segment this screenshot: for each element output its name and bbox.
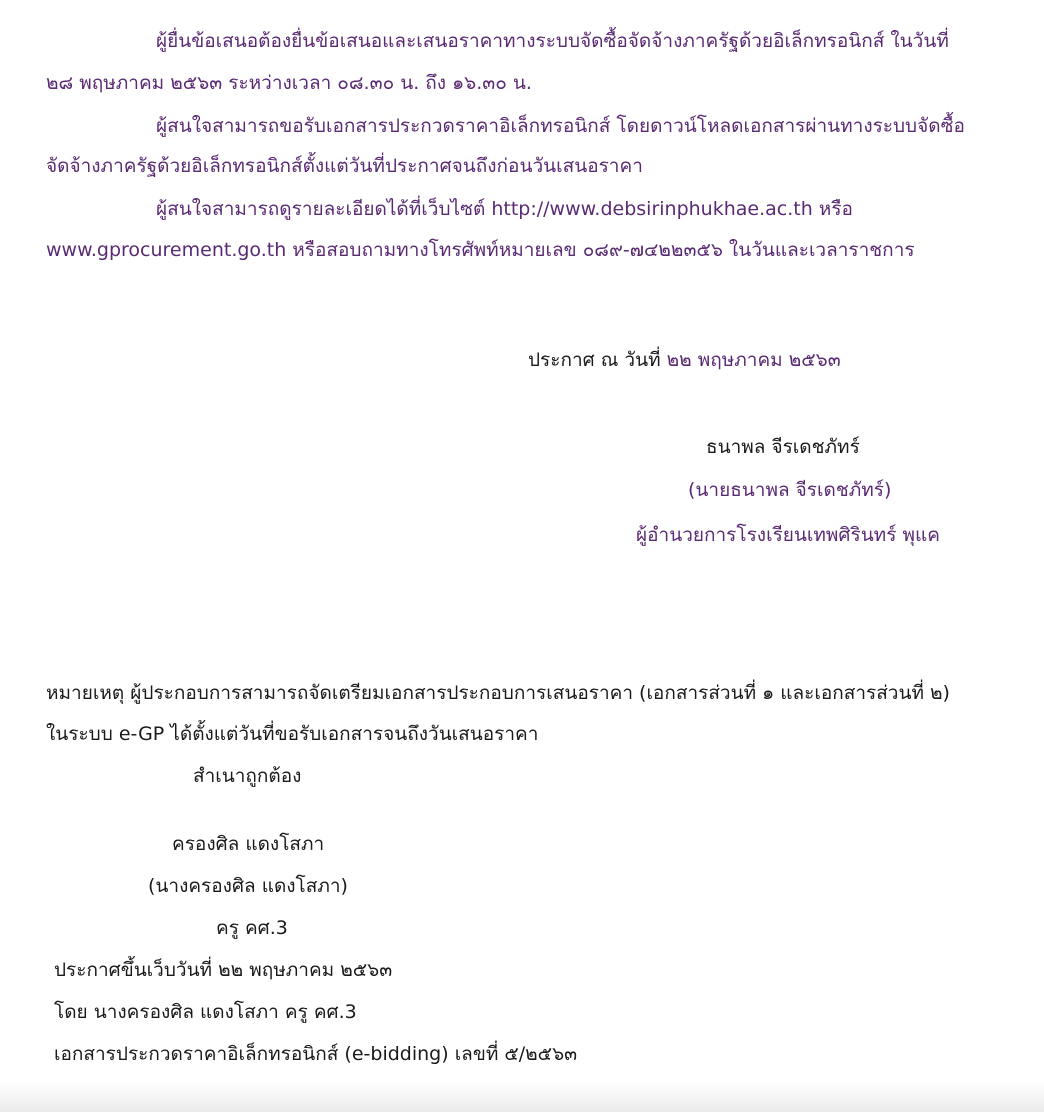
certified-label: สำเนาถูกต้อง <box>193 765 302 787</box>
paragraph-2-line-2: จัดจ้างภาครัฐด้วยอิเล็กทรอนิกส์ตั้งแต่วันที่ประกาศจนถึงก่อนวันเสนอราคา <box>46 155 643 177</box>
posting-date: ประกาศขึ้นเว็บวันที่ ๒๒ พฤษภาคม ๒๕๖๓ <box>54 959 393 981</box>
certified-signature: ครองศิล แดงโสภา <box>172 833 325 855</box>
posting-document: เอกสารประกวดราคาอิเล็กทรอนิกส์ (e-bidding) เลขที่ ๕/๒๕๖๓ <box>54 1043 578 1065</box>
certified-position: ครู คศ.3 <box>216 917 288 939</box>
posting-by: โดย นางครองศิล แดงโสภา ครู คศ.3 <box>54 1001 357 1023</box>
paragraph-1-line-1: ผู้ยื่นข้อเสนอต้องยื่นข้อเสนอและเสนอราคาทางระบบจัดซื้อจัดจ้างภาครัฐด้วยอิเล็กทรอนิกส์ ในวันที่ <box>156 30 949 52</box>
signatory-full-name: (นายธนาพล จีรเดชภัทร์) <box>688 479 892 501</box>
note-line-2: ในระบบ e-GP ได้ตั้งแต่วันที่ขอรับเอกสารจนถึงวันเสนอราคา <box>46 723 539 745</box>
announcement-date-label: ประกาศ ณ วันที่ <box>528 349 661 371</box>
announcement-date-value: ๒๒ พฤษภาคม ๒๕๖๓ <box>666 349 841 371</box>
note-line-1: หมายเหตุ ผู้ประกอบการสามารถจัดเตรียมเอกสารประกอบการเสนอราคา (เอกสารส่วนที่ ๑ และเอกสารส่วนที่ ๒) <box>46 682 950 704</box>
signatory-position: ผู้อำนวยการโรงเรียนเทพศิรินทร์ พุแค <box>636 524 940 546</box>
paragraph-2-line-1: ผู้สนใจสามารถขอรับเอกสารประกวดราคาอิเล็กทรอนิกส์ โดยดาวน์โหลดเอกสารผ่านทางระบบจัดซื้อ <box>156 115 965 137</box>
paragraph-3-line-2: www.gprocurement.go.th หรือสอบถามทางโทรศัพท์หมายเลข ๐๘๙-๗๔๒๒๓๕๖ ในวันและเวลาราชการ <box>46 239 915 261</box>
paragraph-3-line-1: ผู้สนใจสามารถดูรายละเอียดได้ที่เว็บไซต์ http://www.debsirinphukhae.ac.th หรือ <box>156 198 853 220</box>
certified-full-name: (นางครองศิล แดงโสภา) <box>148 875 348 897</box>
page-bottom-shadow <box>0 1082 1044 1112</box>
paragraph-1-line-2: ๒๘ พฤษภาคม ๒๕๖๓ ระหว่างเวลา ๐๘.๓๐ น. ถึง ๑๖.๓๐ น. <box>46 72 532 94</box>
announcement-date <box>528 347 841 373</box>
signatory-signature: ธนาพล จีรเดชภัทร์ <box>706 436 860 458</box>
